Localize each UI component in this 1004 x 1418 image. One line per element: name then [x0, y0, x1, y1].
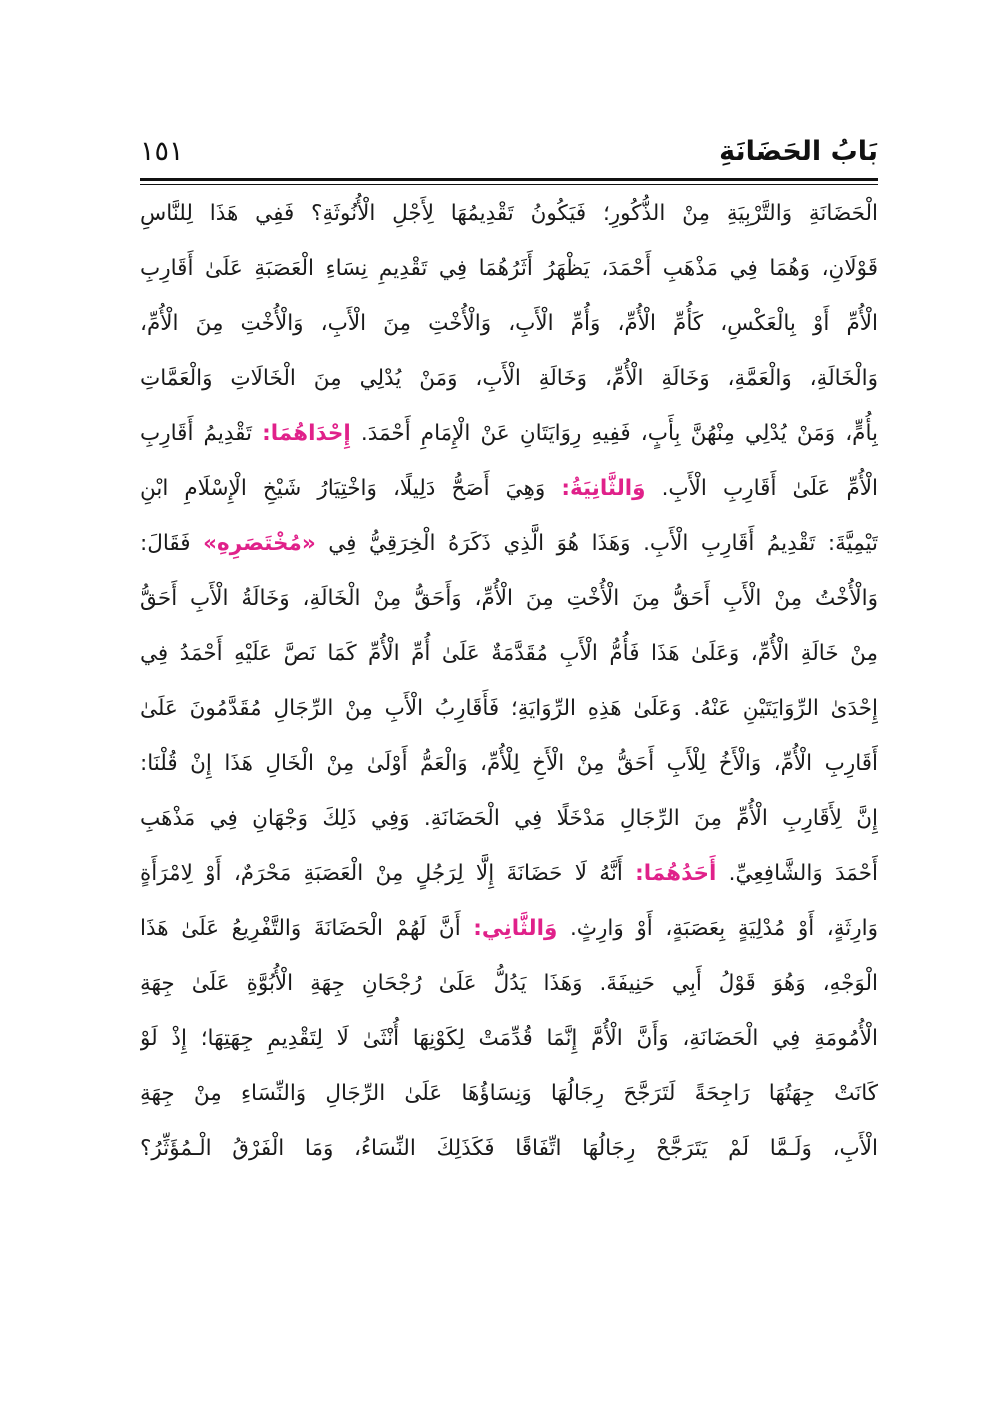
text-line — [140, 846, 878, 901]
text-segment: فَقَالَ: — [140, 531, 204, 556]
text-segment: إِحْدَىٰ الرِّوَايَتَيْنِ عَنْهُ. وَعَلَىٰ هَذِهِ الرِّوَايَةِ؛ فَأَقَارِبُ الْأَبِ مِنْ الرِّجَالِ مُقَدَّمُونَ عَلَىٰ — [140, 696, 878, 721]
text-line — [140, 1066, 878, 1121]
text-line — [140, 626, 878, 681]
text-line — [140, 791, 878, 846]
text-line — [140, 956, 878, 1011]
text-line — [140, 351, 878, 406]
text-line — [140, 736, 878, 791]
text-line — [140, 296, 878, 351]
body-text — [140, 186, 878, 1176]
header-rule-thin — [140, 184, 878, 185]
highlighted-term: وَالثَّانِي: — [473, 916, 558, 941]
text-line — [140, 461, 878, 516]
text-segment: كَانَتْ جِهَتُهَا رَاجِحَةً لَتَرَجَّحَ رِجَالُهَا وَنِسَاؤُهَا عَلَىٰ الرِّجَالِ وَالنِّسَاءِ مِنْ جِهَةِ — [140, 1081, 878, 1106]
text-line — [140, 186, 878, 241]
text-segment: الْأَبِ، وَلَـمَّا لَمْ يَتَرَجَّحْ رِجَالُهَا اتِّفَاقًا فَكَذَلِكَ النِّسَاءُ، وَمَا الْفَرْقُ الْـمُؤَثِّرُ؟ — [140, 1136, 878, 1161]
text-segment: وَارِثَةٍ، أَوْ مُدْلِيَةٍ بِعَصَبَةٍ، أَوْ وَارِثٍ. — [557, 916, 878, 941]
text-segment: تَيْمِيَّةَ: تَقْدِيمُ أَقَارِبِ الْأَبِ. وَهَذَا هُوَ الَّذِي ذَكَرَهُ الْخِرَقِيُّ فِي — [315, 531, 878, 556]
highlighted-term: وَالثَّانِيَةُ: — [561, 476, 646, 501]
text-segment: الْوَجْهِ، وَهُوَ قَوْلُ أَبِي حَنِيفَةَ. وَهَذَا يَدُلُّ عَلَىٰ رُجْحَانِ جِهَةِ الْأُبُوَّةِ عَلَىٰ جِهَةِ — [140, 971, 878, 996]
chapter-title: بَابُ الحَضَانَةِ — [719, 136, 878, 167]
text-segment: أَنَّ لَهُمْ الْحَضَانَةَ وَالتَّفْرِيعُ عَلَىٰ هَذَا — [140, 916, 474, 941]
text-segment: وَهِيَ أَصَحُّ دَلِيلًا، وَاخْتِيَارُ شَيْخِ الْإِسْلَامِ ابْنِ — [140, 476, 562, 501]
text-segment: وَالْخَالَةِ، وَالْعَمَّةِ، وَخَالَةِ الْأُمِّ، وَخَالَةِ الْأَبِ، وَمَنْ يُدْلِي مِنَ الْخَالَاتِ وَالْعَمَّاتِ — [140, 366, 878, 391]
text-line — [140, 406, 878, 461]
page-number: ١٥١ — [140, 136, 184, 167]
text-segment: تَقْدِيمُ أَقَارِبِ — [140, 421, 263, 446]
running-header — [140, 118, 878, 178]
text-line — [140, 1121, 878, 1176]
highlighted-term: أَحَدُهُمَا: — [635, 861, 717, 886]
highlighted-term: إِحْدَاهُمَا: — [262, 421, 351, 446]
text-segment: أَقَارِبِ الْأُمِّ، وَالْأَخُ لِلْأَبِ أَحَقُّ مِنْ الْأَخِ لِلْأُمِّ، وَالْعَمُّ أَوْلَىٰ مِنْ الْخَالِ هَذَا إِنْ قُلْنَا: — [140, 751, 878, 776]
text-segment: الْأُمِّ أَوْ بِالْعَكْسِ، كَأُمِّ الْأُمِّ، وَأُمِّ الْأَبِ، وَالْأُخْتِ مِنَ الْأَبِ، وَالْأُخْتِ مِنَ الْأُمِّ، — [140, 311, 878, 336]
text-line — [140, 901, 878, 956]
text-segment: قَوْلَانِ، وَهُمَا فِي مَذْهَبِ أَحْمَدَ، يَظْهَرُ أَثَرُهُمَا فِي تَقْدِيمِ نِسَاءِ الْعَصَبَةِ عَلَىٰ أَقَارِبِ — [140, 256, 878, 281]
text-line — [140, 1011, 878, 1066]
text-segment: مِنْ خَالَةِ الْأُمِّ، وَعَلَىٰ هَذَا فَأُمُّ الْأَبِ مُقَدَّمَةٌ عَلَىٰ أُمِّ الْأُمِّ كَمَا نَصَّ عَلَيْهِ أَحْمَدُ فِي — [140, 641, 878, 666]
text-segment: وَالْأُخْتُ مِنْ الْأَبِ أَحَقُّ مِنَ الْأُخْتِ مِنَ الْأُمِّ، وَأَحَقُّ مِنْ الْخَالَةِ، وَخَالَةُ الْأَبِ أَحَقُّ — [140, 586, 878, 611]
header-rule — [140, 178, 878, 181]
text-line — [140, 571, 878, 626]
highlighted-term: «مُخْتَصَرِهِ» — [203, 531, 316, 556]
text-line — [140, 516, 878, 571]
text-segment: الْأُمُومَةِ فِي الْحَضَانَةِ، وَأَنَّ الْأُمَّ إِنَّمَا قُدِّمَتْ لِكَوْنِهَا أُنْثَىٰ لَا لِتَقْدِيمِ جِهَتِهَا؛ إِذْ لَوْ — [140, 1026, 878, 1051]
text-segment: الْأُمِّ عَلَىٰ أَقَارِبِ الْأَبِ. — [645, 476, 878, 501]
text-line — [140, 241, 878, 296]
text-segment: الْحَضَانَةِ وَالتَّرْبِيَةِ مِنْ الذُّكُورِ؛ فَيَكُونُ تَقْدِيمُهَا لِأَجْلِ الْأُنُوثَةِ؟ فَفِي هَذَا لِلنَّاسِ — [140, 201, 878, 226]
text-segment: أَنَّهُ لَا حَضَانَةَ إِلَّا لِرَجُلٍ مِنْ الْعَصَبَةِ مَحْرَمٌ، أَوْ لِامْرَأَةٍ — [140, 861, 636, 886]
text-segment: أَحْمَدَ وَالشَّافِعِيِّ. — [716, 861, 878, 886]
text-segment: إِنَّ لِأَقَارِبِ الْأُمِّ مِنَ الرِّجَالِ مَدْخَلًا فِي الْحَضَانَةِ. وَفِي ذَلِكَ وَجْهَانِ فِي مَذْهَبِ — [140, 806, 878, 831]
text-segment: بِأُمٍّ، وَمَنْ يُدْلِي مِنْهُنَّ بِأَبٍ، فَفِيهِ رِوَايَتَانِ عَنْ الْإِمَامِ أَحْمَدَ. — [350, 421, 878, 446]
text-line — [140, 681, 878, 736]
